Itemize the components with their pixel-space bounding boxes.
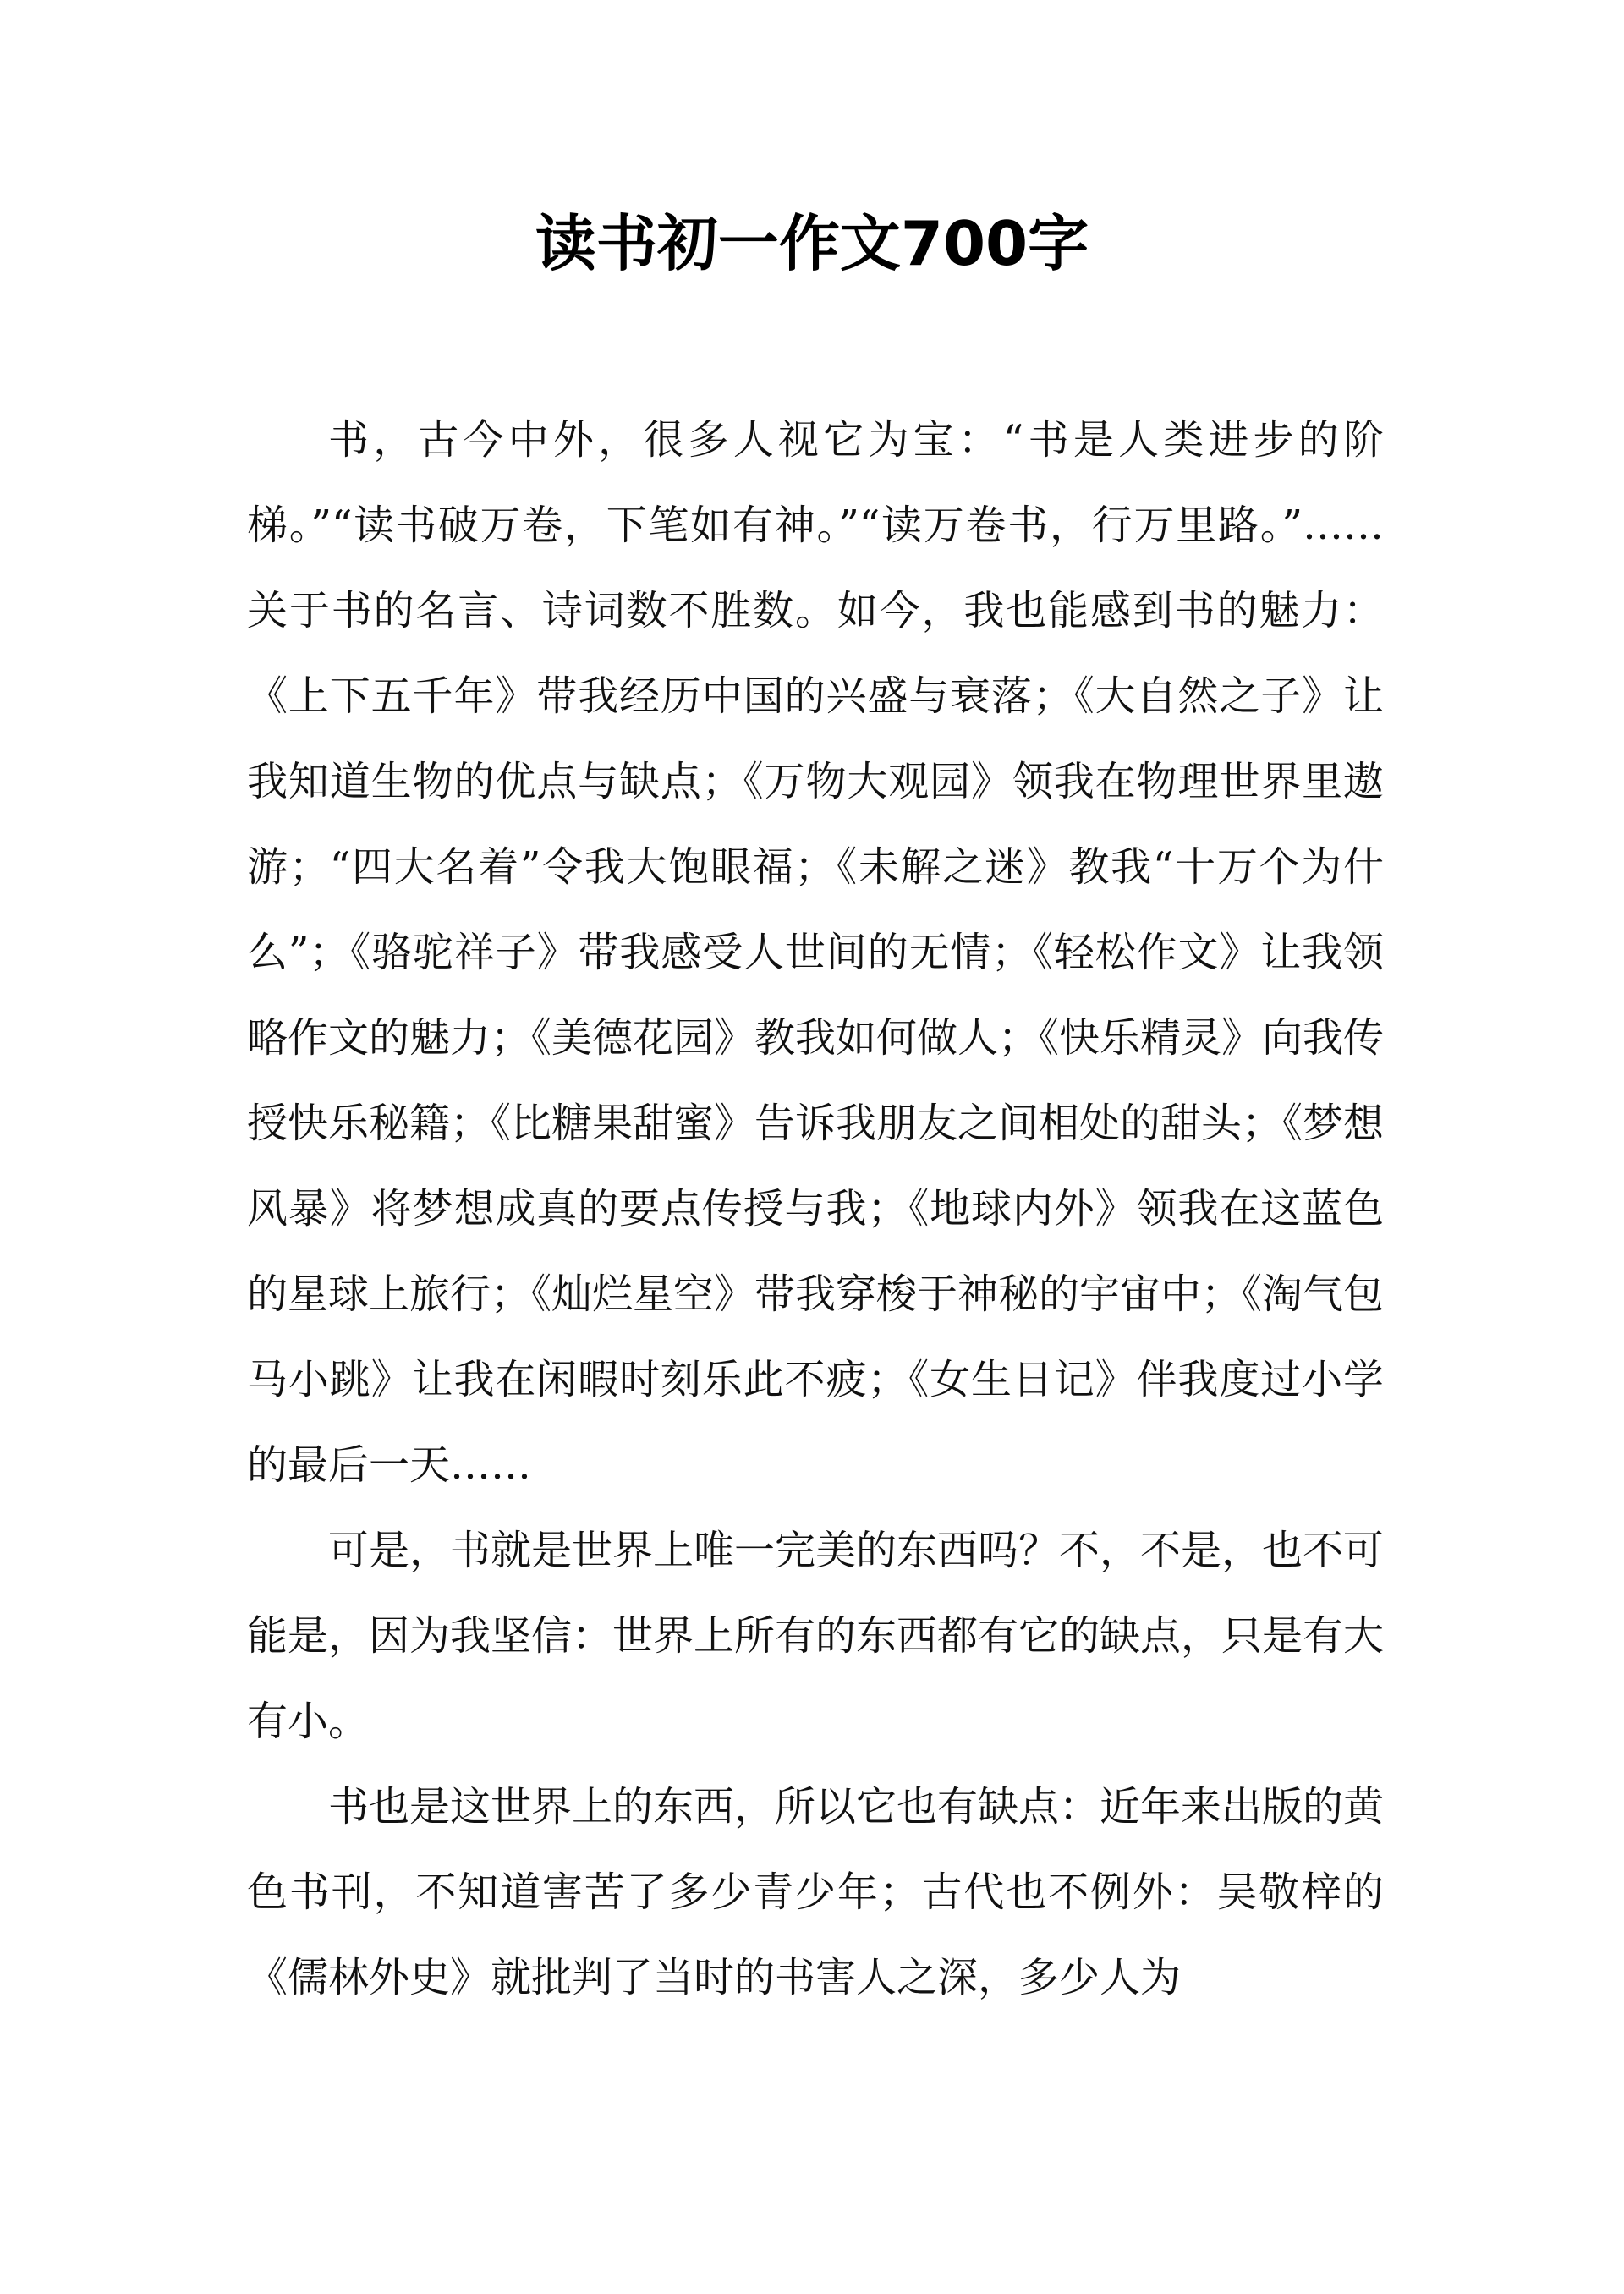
document-body: [247, 398, 1384, 2021]
paragraph-1: 书，古今中外，很多人视它为宝：“书是人类进步的阶梯。”“读书破万卷，下笔如有神。”“读万卷书，行万里路。”……关于书的名言、诗词数不胜数。如今，我也能感到书的魅力：《上下五千年》带我经历中国的兴盛与衰落；《大自然之子》让我知道生物的优点与缺点；《万物大观园》领我在物理世界里遨游；“四大名着”令我大饱眼福；《未解之迷》教我“十万个为什么”；《骆驼祥子》带我感受人世间的无情；《轻松作文》让我领略作文的魅力；《美德花园》教我如何做人；《快乐精灵》向我传授快乐秘籍；《比糖果甜蜜》告诉我朋友之间相处的甜头；《梦想风暴》将梦想成真的要点传授与我；《地球内外》领我在这蓝色的星球上旅行；《灿烂星空》带我穿梭于神秘的宇宙中；《淘气包马小跳》让我在闲暇时刻乐此不疲；《女生日记》伴我度过小学的最后一天……: [247, 416, 1385, 1489]
paragraph-2: 可是，书就是世界上唯一完美的东西吗？不，不是，也不可能是，因为我坚信：世界上所有的东西都有它的缺点，只是有大有小。: [247, 1527, 1385, 1745]
document-title: 读书初一作文700字: [535, 208, 1089, 279]
paragraph-3: 书也是这世界上的东西，所以它也有缺点：近年来出版的黄色书刊，不知道害苦了多少青少年；古代也不例外：吴敬梓的《儒林外史》就批判了当时的书害人之深，多少人为: [247, 1783, 1385, 2001]
